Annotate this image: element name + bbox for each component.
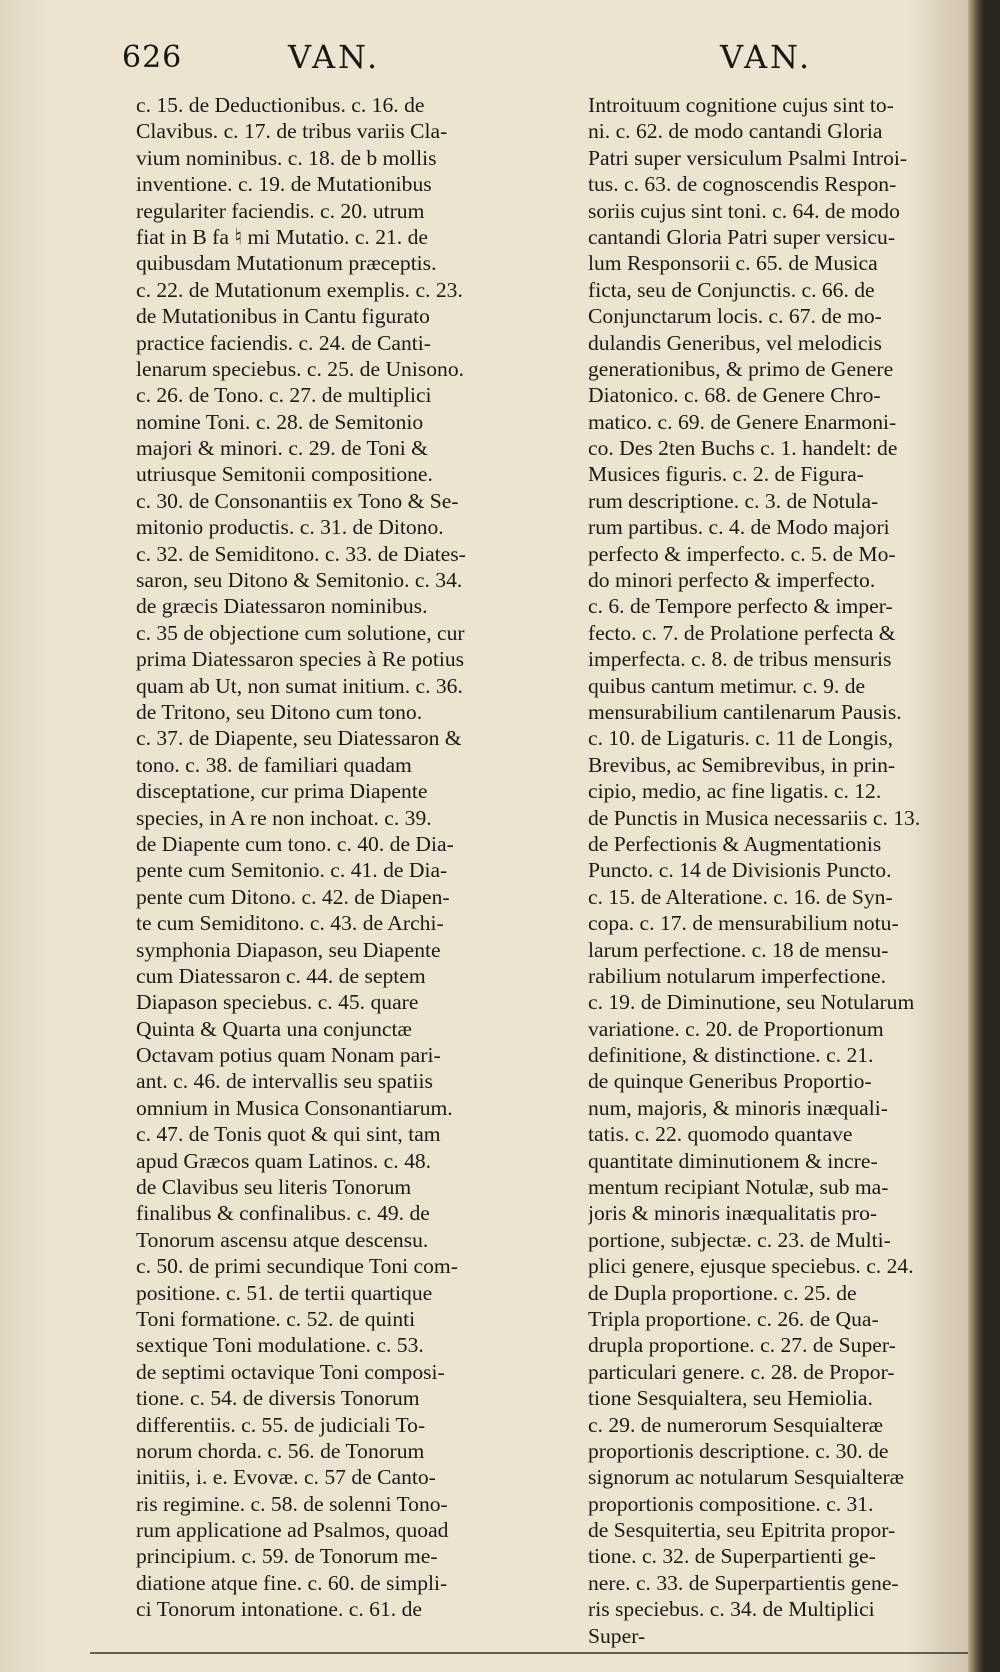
text-line: cum Diatessaron c. 44. de septem — [136, 963, 426, 988]
text-line: c. 10. de Ligaturis. c. 11 de Longis, — [588, 726, 894, 751]
text-line: c. 22. de Mutationum exemplis. c. 23. — [136, 277, 463, 302]
text-line: c. 50. de primi secundique Toni com- — [136, 1254, 458, 1279]
text-line: majori & minori. c. 29. de Toni & — [136, 436, 428, 461]
text-line: particulari genere. c. 28. de Propor- — [588, 1359, 895, 1384]
page-edge-shadow — [968, 0, 984, 1672]
text-line: c. 35 de objectione cum solutione, cur — [136, 620, 465, 645]
text-line: Tripla proportione. c. 26. de Qua- — [588, 1306, 879, 1331]
text-line: lenarum speciebus. c. 25. de Unisono. — [136, 356, 465, 381]
text-line: differentiis. c. 55. de judiciali To- — [136, 1412, 426, 1437]
text-line: nomine Toni. c. 28. de Semitonio — [136, 409, 424, 434]
text-line: Patri super versiculum Psalmi Introi- — [588, 145, 908, 170]
text-line: c. 15. de Deductionibus. c. 16. de — [136, 93, 425, 117]
text-line: c. 26. de Tono. c. 27. de multiplici — [136, 383, 432, 408]
left-text-column — [136, 92, 516, 1623]
text-line: co. Des 2ten Buchs c. 1. handelt: de — [588, 436, 898, 461]
text-line: species, in A re non inchoat. c. 39. — [136, 805, 432, 830]
text-line: quibusdam Mutationum præceptis. — [136, 251, 437, 276]
text-line: Musices figuris. c. 2. de Figura- — [588, 462, 864, 487]
right-text-column — [588, 92, 968, 1649]
text-line: larum perfectione. c. 18 de mensu- — [588, 937, 889, 962]
text-line: drupla proportione. c. 27. de Super- — [588, 1333, 896, 1358]
text-line: quantitate diminutionem & incre- — [588, 1148, 878, 1173]
text-line: de Sesquitertia, seu Epitrita propor- — [588, 1518, 896, 1543]
text-line: definitione, & distinctione. c. 21. — [588, 1043, 874, 1068]
text-line: c. 15. de Alteratione. c. 16. de Syn- — [588, 884, 893, 909]
text-line: Puncto. c. 14 de Divisionis Puncto. — [588, 858, 892, 883]
text-line: tione. c. 54. de diversis Tonorum — [136, 1386, 420, 1411]
text-line: cantandi Gloria Patri super versicu- — [588, 224, 896, 249]
text-line: utriusque Semitonii compositione. — [136, 462, 433, 487]
text-line: dulandis Generibus, vel melodicis — [588, 330, 882, 355]
text-line: symphonia Diapason, seu Diapente — [136, 937, 441, 962]
text-line: variatione. c. 20. de Proportionum — [588, 1016, 884, 1041]
text-line: do minori perfecto & imperfecto. — [588, 568, 876, 593]
text-line: pente cum Semitonio. c. 41. de Dia- — [136, 858, 448, 883]
text-line: apud Græcos quam Latinos. c. 48. — [136, 1148, 432, 1173]
text-line: perfecto & imperfecto. c. 5. de Mo- — [588, 541, 896, 566]
text-line: imperfecta. c. 8. de tribus mensuris — [588, 647, 892, 672]
text-line: proportionis compositione. c. 31. — [588, 1491, 874, 1516]
text-line: Super- — [588, 1623, 646, 1648]
text-line: de Tritono, seu Ditono cum tono. — [136, 699, 423, 724]
text-line: Brevibus, ac Semibrevibus, in prin- — [588, 752, 896, 777]
text-line: tatis. c. 22. quomodo quantave — [588, 1122, 853, 1147]
text-line: soriis cujus sint toni. c. 64. de modo — [588, 198, 900, 223]
text-line: inventione. c. 19. de Mutationibus — [136, 172, 432, 197]
text-line: de septimi octavique Toni composi- — [136, 1359, 445, 1384]
text-line: vium nominibus. c. 18. de b mollis — [136, 145, 437, 170]
text-line: num, majoris, & minoris inæquali- — [588, 1095, 888, 1120]
text-line: c. 37. de Diapente, seu Diatessaron & — [136, 726, 462, 751]
text-line: generationibus, & primo de Genere — [588, 356, 894, 381]
text-line: matico. c. 69. de Genere Enarmoni- — [588, 409, 897, 434]
text-line: c. 19. de Diminutione, seu Notularum — [588, 990, 915, 1015]
text-line: c. 30. de Consonantiis ex Tono & Se- — [136, 488, 459, 513]
text-line: c. 47. de Tonis quot & qui sint, tam — [136, 1122, 441, 1147]
text-line: cipio, medio, ac fine ligatis. c. 12. — [588, 779, 882, 804]
text-line: tus. c. 63. de cognoscendis Respon- — [588, 172, 897, 197]
text-line: prima Diatessaron species à Re potius — [136, 647, 465, 672]
text-line: ficta, seu de Conjunctis. c. 66. de — [588, 277, 875, 302]
text-line: Diatonico. c. 68. de Genere Chro- — [588, 383, 881, 408]
text-line: sextique Toni modulatione. c. 53. — [136, 1333, 424, 1358]
text-line: positione. c. 51. de tertii quartique — [136, 1280, 433, 1305]
text-line: ris regimine. c. 58. de solenni Tono- — [136, 1491, 448, 1516]
text-line: c. 6. de Tempore perfecto & imper- — [588, 594, 893, 619]
text-line: quibus cantum metimur. c. 9. de — [588, 673, 866, 698]
text-line: fiat in B fa ♮ mi Mutatio. c. 21. de — [136, 224, 428, 249]
text-line: tono. c. 38. de familiari quadam — [136, 752, 412, 777]
text-line: diatione atque fine. c. 60. de simpli- — [136, 1570, 448, 1595]
text-line: norum chorda. c. 56. de Tonorum — [136, 1438, 425, 1463]
text-line: rabilium notularum imperfectione. — [588, 963, 887, 988]
running-header — [0, 34, 984, 84]
text-line: tione Sesquialtera, seu Hemiolia. — [588, 1386, 873, 1411]
text-line: Quinta & Quarta una conjunctæ — [136, 1016, 412, 1041]
text-line: copa. c. 17. de mensurabilium notu- — [588, 911, 899, 936]
text-line: practice faciendis. c. 24. de Canti- — [136, 330, 431, 355]
text-line: quam ab Ut, non sumat initium. c. 36. — [136, 673, 463, 698]
text-line: de græcis Diatessaron nominibus. — [136, 594, 428, 619]
text-line: de quinque Generibus Proportio- — [588, 1069, 872, 1094]
text-line: de Dupla proportione. c. 25. de — [588, 1280, 857, 1305]
text-line: ci Tonorum intonatione. c. 61. de — [136, 1597, 422, 1622]
text-line: ant. c. 46. de intervallis seu spatiis — [136, 1069, 433, 1094]
text-line: proportionis descriptione. c. 30. de — [588, 1438, 889, 1463]
text-line: Conjunctarum locis. c. 67. de mo- — [588, 304, 882, 329]
text-line: de Perfectionis & Augmentationis — [588, 831, 882, 856]
text-line: Clavibus. c. 17. de tribus variis Cla- — [136, 119, 448, 144]
text-line: ni. c. 62. de modo cantandi Gloria — [588, 119, 883, 144]
text-line: regulariter faciendis. c. 20. utrum — [136, 198, 425, 223]
text-line: Tonorum ascensu atque descensu. — [136, 1227, 429, 1252]
text-line: lum Responsorii c. 65. de Musica — [588, 251, 878, 276]
text-line: c. 32. de Semiditono. c. 33. de Diates- — [136, 541, 466, 566]
text-line: de Diapente cum tono. c. 40. de Dia- — [136, 831, 454, 856]
text-line: joris & minoris inæqualitatis pro- — [588, 1201, 878, 1226]
text-line: plici genere, ejusque speciebus. c. 24. — [588, 1254, 914, 1279]
right-running-heading: VAN. — [720, 38, 813, 76]
text-line: de Punctis in Musica necessariis c. 13. — [588, 805, 921, 830]
text-line: Octavam potius quam Nonam pari- — [136, 1043, 441, 1068]
text-line: principium. c. 59. de Tonorum me- — [136, 1544, 438, 1569]
text-line: omnium in Musica Consonantiarum. — [136, 1095, 453, 1120]
text-line: pente cum Ditono. c. 42. de Diapen- — [136, 884, 450, 909]
page-number: 626 — [122, 40, 183, 75]
text-line: Introituum cognitione cujus sint to- — [588, 93, 894, 117]
bottom-rule — [90, 1652, 970, 1654]
text-line: Diapason speciebus. c. 45. quare — [136, 990, 419, 1015]
left-running-heading: VAN. — [288, 38, 381, 76]
text-line: fecto. c. 7. de Prolatione perfecta & — [588, 620, 896, 645]
text-line: c. 29. de numerorum Sesquialteræ — [588, 1412, 884, 1437]
text-line: saron, seu Ditono & Semitonio. c. 34. — [136, 568, 463, 593]
text-line: finalibus & confinalibus. c. 49. de — [136, 1201, 430, 1226]
text-line: de Mutationibus in Cantu figurato — [136, 304, 430, 329]
text-line: de Clavibus seu literis Tonorum — [136, 1175, 412, 1200]
text-line: initiis, i. e. Evovæ. c. 57 de Canto- — [136, 1465, 436, 1490]
text-line: Toni formatione. c. 52. de quinti — [136, 1306, 416, 1331]
text-line: disceptatione, cur prima Diapente — [136, 779, 428, 804]
text-line: nere. c. 33. de Superpartientis gene- — [588, 1570, 899, 1595]
text-line: mentum recipiant Notulæ, sub ma- — [588, 1175, 889, 1200]
text-line: mensurabilium cantilenarum Pausis. — [588, 699, 902, 724]
text-line: signorum ac notularum Sesquialteræ — [588, 1465, 905, 1490]
text-line: tione. c. 32. de Superpartienti ge- — [588, 1544, 876, 1569]
text-line: ris speciebus. c. 34. de Multiplici — [588, 1597, 875, 1622]
text-line: mitonio productis. c. 31. de Ditono. — [136, 515, 444, 540]
text-line: te cum Semiditono. c. 43. de Archi- — [136, 911, 444, 936]
text-line: portione, subjectæ. c. 23. de Multi- — [588, 1227, 891, 1252]
text-line: rum applicatione ad Psalmos, quoad — [136, 1518, 449, 1543]
text-line: rum descriptione. c. 3. de Notula- — [588, 488, 879, 513]
text-line: rum partibus. c. 4. de Modo majori — [588, 515, 890, 540]
